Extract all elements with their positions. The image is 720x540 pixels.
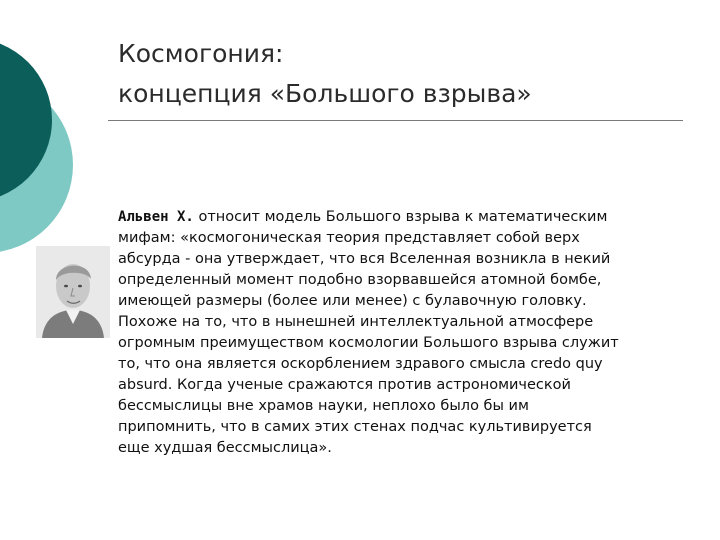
body-line: имеющей размеры (более или менее) с булавочную головку. (118, 293, 587, 309)
body-line: определенный момент подобно взорвавшейся атомной бомбе, (118, 272, 602, 288)
body-line: absurd. Когда ученые сражаются против астрономической (118, 377, 571, 393)
body-line: абсурда - она утверждает, что вся Вселенная возникла в некий (118, 251, 611, 267)
body-line: то, что она является оскорблением здравого смысла credo quy (118, 356, 603, 372)
body-line: припомнить, что в самих этих стенах подчас культивируется (118, 419, 592, 435)
quote-paragraph (118, 207, 693, 459)
body-first-line-text: относит модель Большого взрыва к математическим (193, 209, 608, 225)
title-divider (108, 120, 683, 121)
title-line-2: концепция «Большого взрыва» (118, 79, 532, 108)
body-line-1 (118, 207, 693, 228)
body-line: еще худшая бессмыслица». (118, 440, 332, 456)
body-line: Похоже на то, что в нынешней интеллектуальной атмосфере (118, 314, 594, 330)
body-line: бессмыслицы вне храмов науки, неплохо было бы им (118, 398, 529, 414)
title-line-1: Космогония: (118, 39, 284, 68)
slide-title (118, 34, 708, 114)
body-line: мифам: «космогоническая теория представляет собой верх (118, 230, 580, 246)
body-line: огромным преимуществом космологии Большого взрыва служит (118, 335, 619, 351)
portrait-photo (36, 246, 110, 338)
author-name: Альвен Х. (118, 209, 194, 225)
